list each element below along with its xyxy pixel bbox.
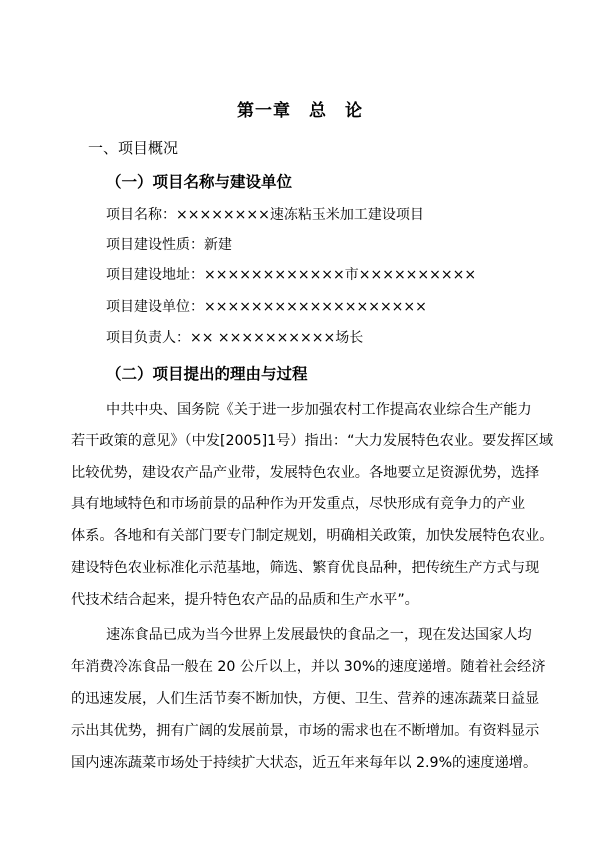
project-unit-line: 项目建设单位：××××××××××××××××××× [106, 299, 427, 315]
paragraph-line: 速冻食品已成为当今世界上发展最快的食品之一，现在发达国家人均 [106, 627, 532, 643]
paragraph-line: 中共中央、国务院《关于进一步加强农村工作提高农业综合生产能力 [106, 402, 532, 418]
paragraph-line: 比较优势，建设农产品产业带，发展特色农业。各地要立足资源优势，选择 [71, 465, 540, 481]
project-address-line: 项目建设地址：××××××××××××市×××××××××× [106, 267, 477, 283]
section-heading-overview: 一、项目概况 [88, 139, 179, 157]
paragraph-line: 代技术结合起来，提升特色农产品的品质和生产水平”。 [71, 592, 419, 608]
paragraph-line: 年消费冷冻食品一般在 20 公斤以上，并以 30%的速度递增。随着社会经济 [71, 659, 546, 675]
paragraph-line: 具有地域特色和市场前景的品种作为开发重点，尽快形成有竞争力的产业 [71, 496, 526, 512]
paragraph-line: 体系。各地和有关部门要专门制定规划，明确相关政策，加快发展特色农业。 [71, 528, 554, 544]
subsection-heading-reasons: （二）项目提出的理由与过程 [106, 365, 308, 383]
paragraph-line: 若干政策的意见》（中发[2005]1号）指出：“大力发展特色农业。要发挥区域 [71, 433, 554, 449]
subsection-heading-name-and-unit: （一）项目名称与建设单位 [106, 173, 293, 191]
project-name-line: 项目名称：××××××××速冻粘玉米加工建设项目 [106, 207, 424, 223]
project-leader-line: 项目负责人：×× ××××××××××场长 [106, 330, 364, 346]
chapter-title: 第一章 总 论 [237, 101, 363, 121]
project-nature-line: 项目建设性质：新建 [106, 237, 232, 253]
paragraph-line: 示出其优势，拥有广阔的发展前景，市场的需求也在不断增加。有资料显示 [71, 723, 540, 739]
paragraph-line: 建设特色农业标准化示范基地，筛选、繁育优良品种，把传统生产方式与现 [71, 560, 540, 576]
paragraph-line: 的迅速发展，人们生活节奏不断加快，方便、卫生、营养的速冻蔬菜日益显 [71, 691, 540, 707]
paragraph-line: 国内速冻蔬菜市场处于持续扩大状态，近五年来每年以 2.9%的速度递增。 [71, 755, 538, 771]
